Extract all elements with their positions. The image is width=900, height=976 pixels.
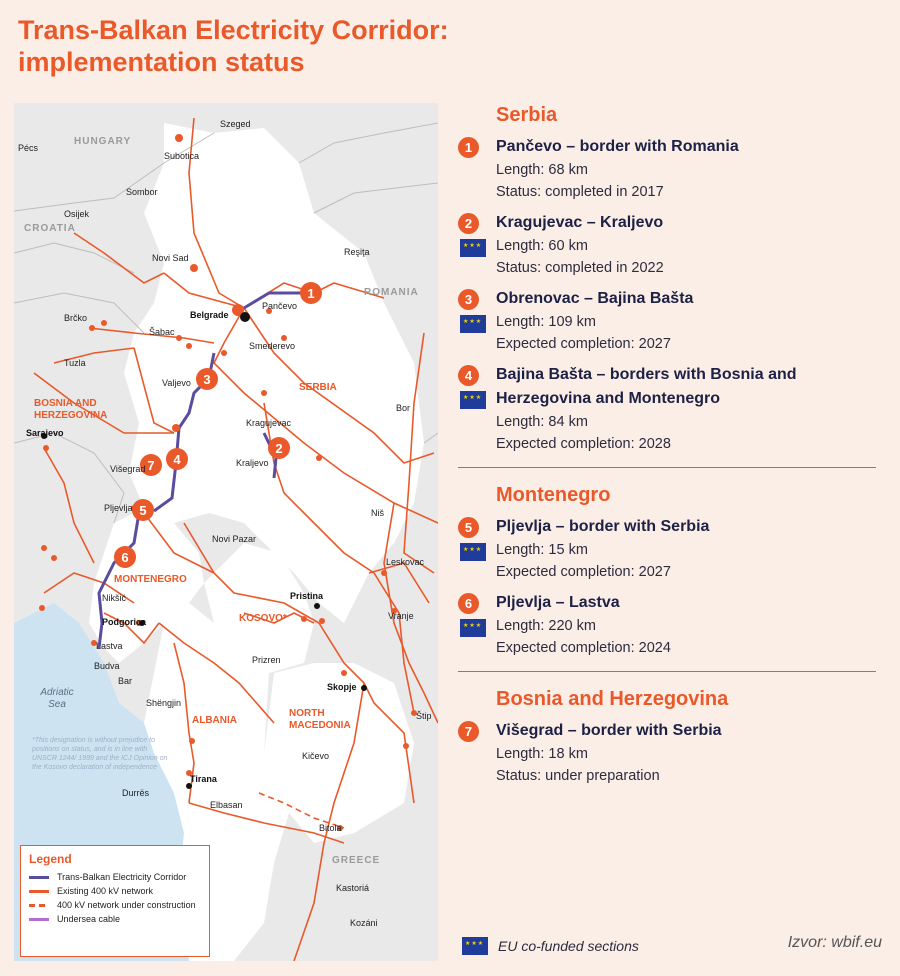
section-title-montenegro: Montenegro — [496, 484, 611, 506]
eu-flag-icon — [460, 543, 486, 561]
place-budva: Budva — [94, 661, 120, 671]
map[interactable] — [14, 103, 438, 961]
divider — [458, 467, 876, 468]
legend-item-corridor — [29, 872, 201, 882]
item-length-6: Length: 220 km — [496, 618, 596, 634]
section-item-1 — [458, 135, 878, 203]
country-north-macedonia: NORTH MACEDONIA — [289, 708, 351, 731]
legend-swatch-under-construction — [29, 904, 49, 907]
place-pecs: Pécs — [18, 143, 39, 153]
sea-label: Adriatic Sea — [40, 687, 74, 710]
line-z — [369, 563, 429, 603]
country-serbia: SERBIA — [299, 382, 337, 393]
place-belgrade: Belgrade — [190, 310, 229, 320]
place-sabac: Šabac — [149, 327, 175, 337]
eu-flag-icon — [460, 315, 486, 333]
legend-swatch-corridor — [29, 876, 49, 879]
item-status-6: Expected completion: 2024 — [496, 640, 671, 656]
country-croatia: CROATIA — [24, 223, 76, 234]
item-number-7: 7 — [458, 721, 479, 742]
place-visegrad: Višegrad — [110, 464, 146, 474]
place-resita: Reşiţa — [344, 247, 370, 257]
eu-cofunded-note — [462, 937, 639, 955]
place-subotica: Subotica — [164, 151, 200, 161]
section-item-2 — [458, 211, 878, 279]
legend — [20, 845, 210, 957]
place-sarajevo: Sarajevo — [26, 428, 64, 438]
section-item-6 — [458, 591, 878, 659]
country-hungary: HUNGARY — [74, 136, 132, 147]
item-length-1: Length: 68 km — [496, 162, 588, 178]
eu-flag-icon — [460, 391, 486, 409]
place-bar: Bar — [118, 676, 133, 686]
place-valjevo: Valjevo — [162, 378, 191, 388]
line-j — [44, 448, 94, 563]
section-title-bosnia: Bosnia and Herzegovina — [496, 688, 729, 710]
place-elbasan: Elbasan — [210, 800, 243, 810]
item-status-1: Status: completed in 2017 — [496, 184, 664, 200]
line-f — [74, 233, 164, 283]
item-number-1: 1 — [458, 137, 479, 158]
map-marker-7-label: 7 — [147, 458, 155, 473]
place-bor: Bor — [396, 403, 411, 413]
item-status-7: Status: under preparation — [496, 768, 660, 784]
section-title-serbia: Serbia — [496, 104, 558, 126]
item-length-5: Length: 15 km — [496, 542, 588, 558]
section-item-3 — [458, 287, 878, 355]
place-novi-sad: Novi Sad — [152, 253, 189, 263]
divider — [458, 671, 876, 672]
legend-item-under-construction — [29, 900, 201, 910]
map-marker-5-label: 5 — [139, 503, 147, 518]
place-bitola: Bitola — [319, 823, 342, 833]
map-footnote: *This designation is without prejudice to positions on status, and is in line with UNSCR 1244/ 1999 and the ICJ Opinion on the Kosovo declaration of independence — [32, 737, 168, 771]
item-status-5: Expected completion: 2027 — [496, 564, 671, 580]
place-pancevo: Pančevo — [262, 301, 298, 311]
place-tirana: Tirana — [190, 774, 217, 784]
item-number-3: 3 — [458, 289, 479, 310]
legend-label-corridor: Trans-Balkan Electricity Corridor — [57, 872, 187, 882]
legend-item-undersea — [29, 914, 201, 924]
item-status-3: Expected completion: 2027 — [496, 336, 671, 352]
legend-title: Legend — [29, 852, 72, 866]
section-item-5 — [458, 515, 878, 583]
place-leskovac: Leskovac — [386, 557, 425, 567]
item-number-5: 5 — [458, 517, 479, 538]
place-vranje: Vranje — [388, 611, 414, 621]
map-canvas — [14, 103, 438, 961]
place-kicevo: Kičevo — [302, 751, 330, 761]
place-kozani: Kozáni — [350, 918, 378, 928]
legend-label-undersea: Undersea cable — [57, 914, 121, 924]
place-tuzla: Tuzla — [64, 358, 86, 368]
eu-flag-icon — [460, 619, 486, 637]
item-number-6: 6 — [458, 593, 479, 614]
item-title-5: Pljevlja – border with Serbia — [496, 518, 710, 535]
eu-flag-icon — [460, 239, 486, 257]
map-marker-6-label: 6 — [121, 550, 129, 565]
country-kosovo: KOSOVO* — [239, 613, 287, 624]
place-szeged: Szeged — [220, 119, 251, 129]
place-brcko: Brčko — [64, 313, 88, 323]
place-nis: Niš — [371, 508, 384, 518]
place-kastoria: Kastoriá — [336, 883, 370, 893]
title-line-1: Trans-Balkan Electricity Corridor: — [18, 15, 449, 45]
place-pljevlja: Pljevlja — [104, 503, 133, 513]
place-durres: Durrës — [122, 788, 150, 798]
item-length-3: Length: 109 km — [496, 314, 596, 330]
title-line-2: implementation status — [18, 47, 305, 77]
place-niksic: Nikšić — [102, 593, 126, 603]
map-marker-1-label: 1 — [307, 286, 315, 301]
country-romania: ROMANIA — [364, 287, 419, 298]
country-greece: GREECE — [332, 855, 381, 866]
place-sombor: Sombor — [126, 187, 158, 197]
item-status-2: Status: completed in 2022 — [496, 260, 664, 276]
source-credit: Izvor: wbif.eu — [787, 934, 882, 951]
item-title-1: Pančevo – border with Romania — [496, 138, 739, 155]
item-title-4: Bajina Bašta – borders with Bosnia and Herzegovina and Montenegro — [496, 366, 797, 407]
place-osijek: Osijek — [64, 209, 90, 219]
item-title-6: Pljevlja – Lastva — [496, 594, 620, 611]
section-item-4 — [458, 363, 878, 455]
legend-label-existing: Existing 400 kV network — [57, 886, 154, 896]
eu-note-text: EU co-funded sections — [498, 938, 639, 954]
item-title-2: Kragujevac – Kraljevo — [496, 214, 664, 231]
place-stip: Štip — [416, 711, 432, 721]
map-marker-4-label: 4 — [173, 452, 181, 467]
eu-flag-icon — [462, 937, 488, 955]
legend-swatch-undersea — [29, 918, 49, 921]
legend-label-under-construction: 400 kV network under construction — [57, 900, 196, 910]
item-title-7: Višegrad – border with Serbia — [496, 722, 722, 739]
page-title — [18, 14, 618, 78]
legend-item-existing — [29, 886, 201, 896]
country-albania: ALBANIA — [192, 715, 237, 726]
item-number-4: 4 — [458, 365, 479, 386]
country-bosnia: BOSNIA AND HERZEGOVINA — [34, 398, 108, 421]
item-number-2: 2 — [458, 213, 479, 234]
place-smederevo: Smederevo — [249, 341, 296, 351]
place-novi-pazar: Novi Pazar — [212, 534, 257, 544]
place-kraljevo: Kraljevo — [236, 458, 269, 468]
sections-panel — [458, 100, 878, 795]
place-pristina: Pristina — [290, 591, 324, 601]
place-podgorica: Podgorica — [102, 617, 147, 627]
section-item-7 — [458, 719, 878, 787]
item-length-2: Length: 60 km — [496, 238, 588, 254]
place-lastva: Lastva — [96, 641, 123, 651]
legend-swatch-existing — [29, 890, 49, 893]
place-shengjin: Shëngjin — [146, 698, 182, 708]
item-length-4: Length: 84 km — [496, 414, 588, 430]
item-title-3: Obrenovac – Bajina Bašta — [496, 290, 694, 307]
map-marker-3-label: 3 — [203, 372, 211, 387]
country-montenegro: MONTENEGRO — [114, 574, 187, 585]
item-status-4: Expected completion: 2028 — [496, 436, 671, 452]
place-prizren: Prizren — [252, 655, 281, 665]
item-length-7: Length: 18 km — [496, 746, 588, 762]
map-marker-2-label: 2 — [275, 441, 283, 456]
place-skopje: Skopje — [327, 682, 357, 692]
place-kragujevac: Kragujevac — [246, 418, 292, 428]
